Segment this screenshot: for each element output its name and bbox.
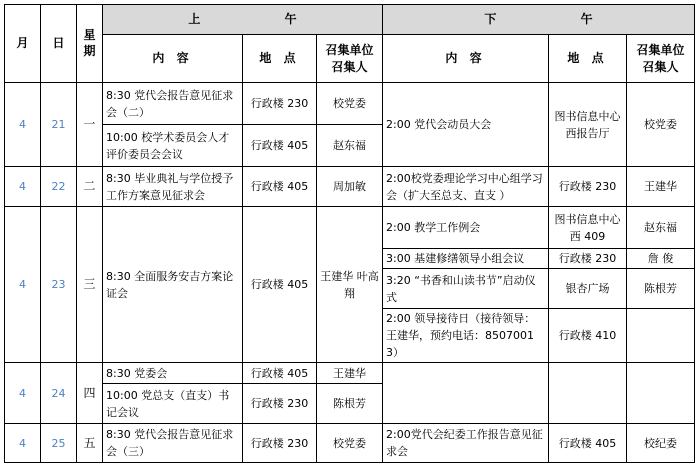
am-organizer-cell: 周加敏 [317,167,383,207]
am-content-cell: 10:00 党总支（直支）书记会议 [103,384,243,424]
day-cell: 25 [41,424,77,463]
am-organizer-cell: 校党委 [317,424,383,463]
pm-content-cell: 2:00 领导接待日（接待领导：王建华，预约电话：85070013） [383,309,549,363]
month-cell: 4 [5,363,41,424]
am-location-header: 地 点 [243,35,317,83]
weekday-cell: 三 [77,207,103,363]
am-location-cell: 行政楼 230 [243,83,317,125]
month-cell: 4 [5,207,41,363]
pm-content-cell: 3:20 “书香和山读书节”启动仪式 [383,269,549,309]
pm-content-cell: 2:00 教学工作例会 [383,207,549,249]
day-cell: 22 [41,167,77,207]
table-row [5,363,695,384]
table-row [5,167,695,207]
day-cell: 21 [41,83,77,167]
month-cell: 4 [5,83,41,167]
am-organizer-cell: 校党委 [317,83,383,125]
pm-organizer-cell: 王建华 [627,167,695,207]
pm-location-cell: 图书信息中心西 409 [549,207,627,249]
pm-location-cell: 行政楼 230 [549,249,627,269]
pm-content-header: 内 容 [383,35,549,83]
pm-organizer-cell-empty [627,363,695,424]
am-content-header: 内 容 [103,35,243,83]
pm-location-cell: 行政楼 230 [549,167,627,207]
pm-location-cell: 行政楼 405 [549,424,627,463]
am-location-cell: 行政楼 405 [243,125,317,167]
pm-content-cell: 2:00党代会纪委工作报告意见征求会 [383,424,549,463]
am-location-cell: 行政楼 230 [243,384,317,424]
pm-organizer-cell [627,309,695,363]
am-organizer-cell: 王建华 叶高翔 [317,207,383,363]
am-organizer-cell: 赵东福 [317,125,383,167]
col-header-day: 日 [41,5,77,83]
am-content-cell: 10:00 校学术委员会人才评价委员会会议 [103,125,243,167]
schedule-sheet [4,4,694,463]
pm-organizer-cell: 赵东福 [627,207,695,249]
col-header-month: 月 [5,5,41,83]
weekday-cell: 二 [77,167,103,207]
pm-location-cell: 银杏广场 [549,269,627,309]
am-location-cell: 行政楼 405 [243,167,317,207]
afternoon-header: 下 午 [383,5,695,35]
pm-content-cell: 2:00校党委理论学习中心组学习会（扩大至总支、直支 ） [383,167,549,207]
am-organizer-cell: 陈根芳 [317,384,383,424]
day-cell: 24 [41,363,77,424]
pm-location-cell: 行政楼 410 [549,309,627,363]
pm-location-header: 地 点 [549,35,627,83]
am-location-cell: 行政楼 405 [243,363,317,384]
pm-organizer-cell: 校党委 [627,83,695,167]
am-content-cell: 8:30 党委会 [103,363,243,384]
month-cell: 4 [5,167,41,207]
pm-location-cell: 图书信息中心西报告厅 [549,83,627,167]
weekday-cell: 五 [77,424,103,463]
weekly-schedule-table [4,4,695,463]
table-row [5,424,695,463]
table-row [5,83,695,125]
weekday-cell: 四 [77,363,103,424]
pm-content-cell: 2:00 党代会动员大会 [383,83,549,167]
day-cell: 23 [41,207,77,363]
am-organizer-header: 召集单位 召集人 [317,35,383,83]
pm-organizer-cell: 陈根芳 [627,269,695,309]
pm-organizer-header: 召集单位 召集人 [627,35,695,83]
am-content-cell: 8:30 毕业典礼与学位授予工作方案意见征求会 [103,167,243,207]
pm-organizer-cell: 校纪委 [627,424,695,463]
am-organizer-cell: 王建华 [317,363,383,384]
am-content-cell: 8:30 党代会报告意见征求会（三） [103,424,243,463]
am-content-cell: 8:30 全面服务安吉方案论证会 [103,207,243,363]
am-content-cell: 8:30 党代会报告意见征求会（二） [103,83,243,125]
morning-header: 上 午 [103,5,383,35]
am-location-cell: 行政楼 405 [243,207,317,363]
weekday-cell: 一 [77,83,103,167]
pm-location-cell-empty [549,363,627,424]
month-cell: 4 [5,424,41,463]
pm-organizer-cell: 詹 俊 [627,249,695,269]
table-row [5,207,695,249]
pm-content-cell-empty [383,363,549,424]
am-location-cell: 行政楼 230 [243,424,317,463]
pm-content-cell: 3:00 基建修缮领导小组会议 [383,249,549,269]
col-header-weekday: 星期 [77,5,103,83]
